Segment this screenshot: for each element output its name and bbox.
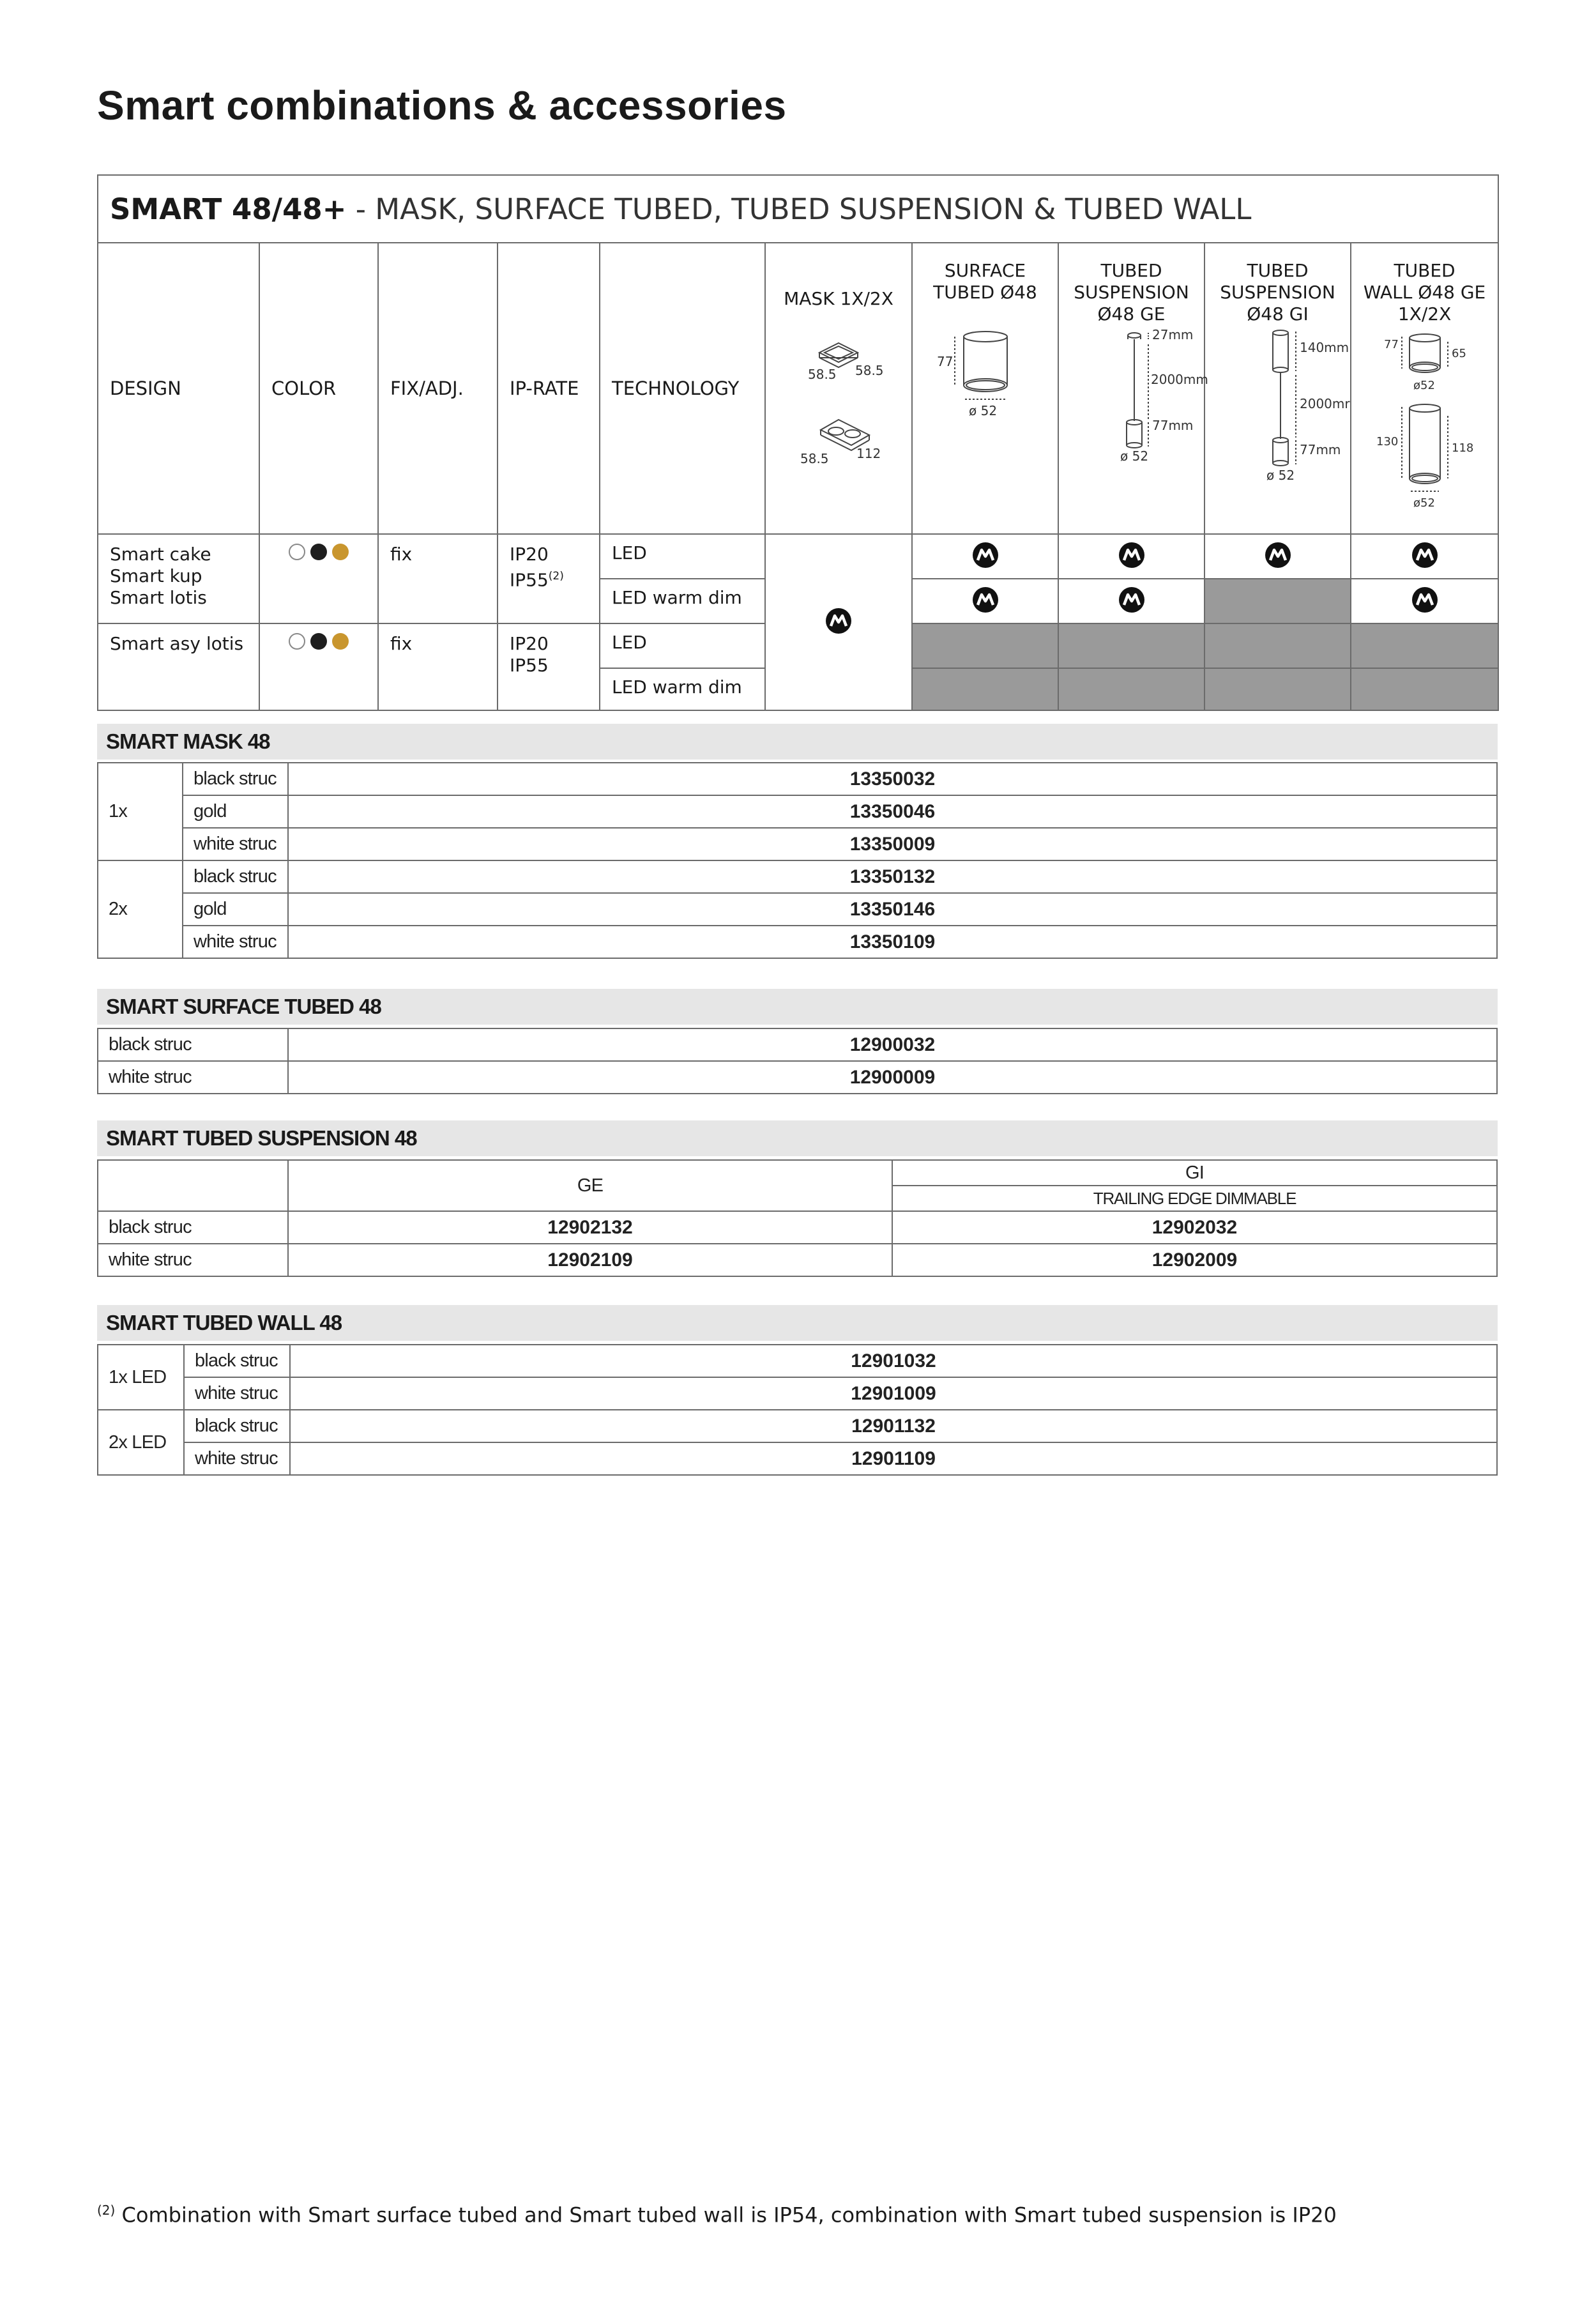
finish-label: black struc xyxy=(183,763,288,795)
finish-label: white struc xyxy=(98,1061,288,1094)
svg-text:77mm: 77mm xyxy=(1299,442,1341,457)
finish-label: black struc xyxy=(98,1211,288,1244)
section-title-mask48: SMART MASK 48 xyxy=(97,724,1498,760)
svg-text:ø 52: ø 52 xyxy=(968,403,997,418)
section-title-surface48: SMART SURFACE TUBED 48 xyxy=(97,989,1498,1025)
susp-ge-not-available-cell xyxy=(1058,668,1205,710)
svg-text:2000mr: 2000mr xyxy=(1299,396,1350,411)
color-options xyxy=(259,623,378,710)
color-black-dot xyxy=(310,544,327,560)
combination-table-title: SMART 48/48+ - MASK, SURFACE TUBED, TUBED SUSPENSION & TUBED WALL xyxy=(98,175,1498,243)
svg-text:118: 118 xyxy=(1451,441,1473,455)
color-gold-dot xyxy=(332,633,349,650)
mask48-table xyxy=(97,762,1498,959)
compatible-m-icon xyxy=(971,541,999,569)
header-color: COLOR xyxy=(259,243,378,534)
wall48-table xyxy=(97,1344,1498,1476)
header-tubed-wall: TUBED WALL Ø48 GE 1X/2X 77 65 ø52 130 118 ø52 xyxy=(1351,243,1498,534)
table-row xyxy=(98,795,1497,828)
article-code: 12900009 xyxy=(288,1061,1497,1094)
empty-header-cell xyxy=(98,1160,288,1211)
svg-text:77: 77 xyxy=(1383,338,1399,351)
article-code: 13350146 xyxy=(288,893,1497,926)
table-row xyxy=(98,1377,1497,1410)
svg-text:130: 130 xyxy=(1376,435,1398,448)
tech-led-warm-dim: LED warm dim xyxy=(600,579,765,623)
susp-gi-compatible-cell xyxy=(1205,534,1351,579)
group-label: 2x LED xyxy=(98,1410,184,1475)
mask-compatible-cell xyxy=(765,534,912,710)
wall-compatible-cell xyxy=(1351,534,1498,579)
group-label: 1x LED xyxy=(98,1345,184,1410)
table-row xyxy=(98,1028,1497,1061)
header-technology: TECHNOLOGY xyxy=(600,243,765,534)
table-row xyxy=(98,763,1497,795)
svg-text:ø52: ø52 xyxy=(1413,379,1435,392)
susp-gi-not-available-cell xyxy=(1205,579,1351,623)
group-label: 2x xyxy=(98,860,183,958)
finish-label: black struc xyxy=(184,1345,290,1377)
color-options xyxy=(259,534,378,623)
svg-text:ø52: ø52 xyxy=(1413,496,1435,510)
header-ip-rate: IP-RATE xyxy=(498,243,600,534)
suspension-ge-diagram xyxy=(1068,325,1208,472)
svg-text:27mm: 27mm xyxy=(1151,327,1193,342)
compatible-m-icon xyxy=(825,607,853,635)
susp-ge-compatible-cell xyxy=(1058,534,1205,579)
finish-label: black struc xyxy=(98,1028,288,1061)
compatible-m-icon xyxy=(1264,541,1292,569)
fix-value: fix xyxy=(378,534,498,623)
article-code: 12901109 xyxy=(290,1442,1497,1475)
surface-not-available-cell xyxy=(912,668,1058,710)
table-row xyxy=(98,1061,1497,1094)
article-code: 13350032 xyxy=(288,763,1497,795)
column-header-gi: GI xyxy=(892,1160,1497,1186)
tech-led: LED xyxy=(600,534,765,579)
design-smart-cake-kup-lotis: Smart cake Smart kup Smart lotis xyxy=(98,534,259,623)
suspension48-table xyxy=(97,1159,1498,1277)
table-row xyxy=(98,926,1497,958)
finish-label: white struc xyxy=(183,926,288,958)
svg-text:2000mm: 2000mm xyxy=(1150,372,1208,387)
fix-value: fix xyxy=(378,623,498,710)
article-code-ge: 12902109 xyxy=(288,1244,892,1276)
finish-label: gold xyxy=(183,795,288,828)
wall-not-available-cell xyxy=(1351,623,1498,668)
section-title-wall48: SMART TUBED WALL 48 xyxy=(97,1305,1498,1341)
header-tubed-suspension-ge: TUBED SUSPENSION Ø48 GE 27mm 2000mm 77mm ø 52 xyxy=(1058,243,1205,534)
finish-label: white struc xyxy=(184,1442,290,1475)
table-row xyxy=(98,1345,1497,1377)
svg-text:77: 77 xyxy=(936,354,953,369)
color-white-dot xyxy=(289,633,305,650)
table-row xyxy=(98,860,1497,893)
article-code: 13350009 xyxy=(288,828,1497,860)
group-label: 1x xyxy=(98,763,183,860)
table-row xyxy=(98,1442,1497,1475)
svg-text:77mm: 77mm xyxy=(1151,418,1193,433)
ip-rate-value: IP20 IP55$^{(2)}$ xyxy=(498,534,600,623)
svg-text:65: 65 xyxy=(1451,347,1466,360)
article-code: 13350132 xyxy=(288,860,1497,893)
wall-compatible-cell xyxy=(1351,579,1498,623)
header-mask: MASK 1X/2X 58.5 58.5 58.5 112 xyxy=(765,243,912,534)
color-gold-dot xyxy=(332,544,349,560)
page-title: Smart combinations & accessories xyxy=(97,82,787,128)
article-code: 12900032 xyxy=(288,1028,1497,1061)
finish-label: black struc xyxy=(184,1410,290,1442)
finish-label: white struc xyxy=(184,1377,290,1410)
article-code-gi: 12902009 xyxy=(892,1244,1497,1276)
svg-text:ø 52: ø 52 xyxy=(1266,468,1295,483)
mask-diagram xyxy=(775,310,902,470)
combination-table xyxy=(97,174,1499,711)
header-surface-tubed: SURFACE TUBED Ø48 77 ø 52 xyxy=(912,243,1058,534)
header-tubed-suspension-gi: TUBED SUSPENSION Ø48 GI 140mm 2000mr 77mm ø 52 xyxy=(1205,243,1351,534)
svg-text:58.5: 58.5 xyxy=(808,367,837,382)
design-smart-asy-lotis: Smart asy lotis xyxy=(98,623,259,710)
color-white-dot xyxy=(289,544,305,560)
section-title-suspension48: SMART TUBED SUSPENSION 48 xyxy=(97,1120,1498,1156)
column-subheader-trailing-edge: TRAILING EDGE DIMMABLE xyxy=(892,1186,1497,1211)
svg-text:140mm: 140mm xyxy=(1299,340,1349,355)
header-fix-adj: FIX/ADJ. xyxy=(378,243,498,534)
finish-label: white struc xyxy=(98,1244,288,1276)
svg-text:112: 112 xyxy=(856,446,881,461)
wall-not-available-cell xyxy=(1351,668,1498,710)
svg-text:58.5: 58.5 xyxy=(855,363,884,378)
susp-ge-not-available-cell xyxy=(1058,623,1205,668)
surface48-table xyxy=(97,1028,1498,1094)
article-code: 12901032 xyxy=(290,1345,1497,1377)
compatible-m-icon xyxy=(1118,586,1146,614)
article-code-ge: 12902132 xyxy=(288,1211,892,1244)
article-code: 13350109 xyxy=(288,926,1497,958)
tech-led: LED xyxy=(600,623,765,668)
surface-tubed-diagram xyxy=(922,303,1049,438)
surface-compatible-cell xyxy=(912,579,1058,623)
svg-text:ø 52: ø 52 xyxy=(1120,448,1148,464)
table-row xyxy=(98,893,1497,926)
table-row xyxy=(98,828,1497,860)
tubed-wall-diagram xyxy=(1361,325,1489,517)
susp-ge-compatible-cell xyxy=(1058,579,1205,623)
ip-rate-value: IP20 IP55 xyxy=(498,623,600,710)
svg-text:58.5: 58.5 xyxy=(800,451,829,466)
table-row xyxy=(98,1211,1497,1244)
article-code: 12901009 xyxy=(290,1377,1497,1410)
column-header-ge: GE xyxy=(288,1160,892,1211)
header-design: DESIGN xyxy=(98,243,259,534)
compatible-m-icon xyxy=(1411,541,1439,569)
compatible-m-icon xyxy=(1411,586,1439,614)
footnote: $^{(2)}$ Combination with Smart surface tubed and Smart tubed wall is IP54, combination with Smart tubed suspension is IP20 xyxy=(97,2203,1337,2227)
article-code: 12901132 xyxy=(290,1410,1497,1442)
color-black-dot xyxy=(310,633,327,650)
susp-gi-not-available-cell xyxy=(1205,623,1351,668)
compatible-m-icon xyxy=(971,586,999,614)
surface-compatible-cell xyxy=(912,534,1058,579)
finish-label: white struc xyxy=(183,828,288,860)
table-row xyxy=(98,1244,1497,1276)
finish-label: black struc xyxy=(183,860,288,893)
susp-gi-not-available-cell xyxy=(1205,668,1351,710)
table-row xyxy=(98,1410,1497,1442)
finish-label: gold xyxy=(183,893,288,926)
article-code-gi: 12902032 xyxy=(892,1211,1497,1244)
article-code: 13350046 xyxy=(288,795,1497,828)
tech-led-warm-dim: LED warm dim xyxy=(600,668,765,710)
surface-not-available-cell xyxy=(912,623,1058,668)
compatible-m-icon xyxy=(1118,541,1146,569)
suspension-gi-diagram xyxy=(1214,325,1350,491)
